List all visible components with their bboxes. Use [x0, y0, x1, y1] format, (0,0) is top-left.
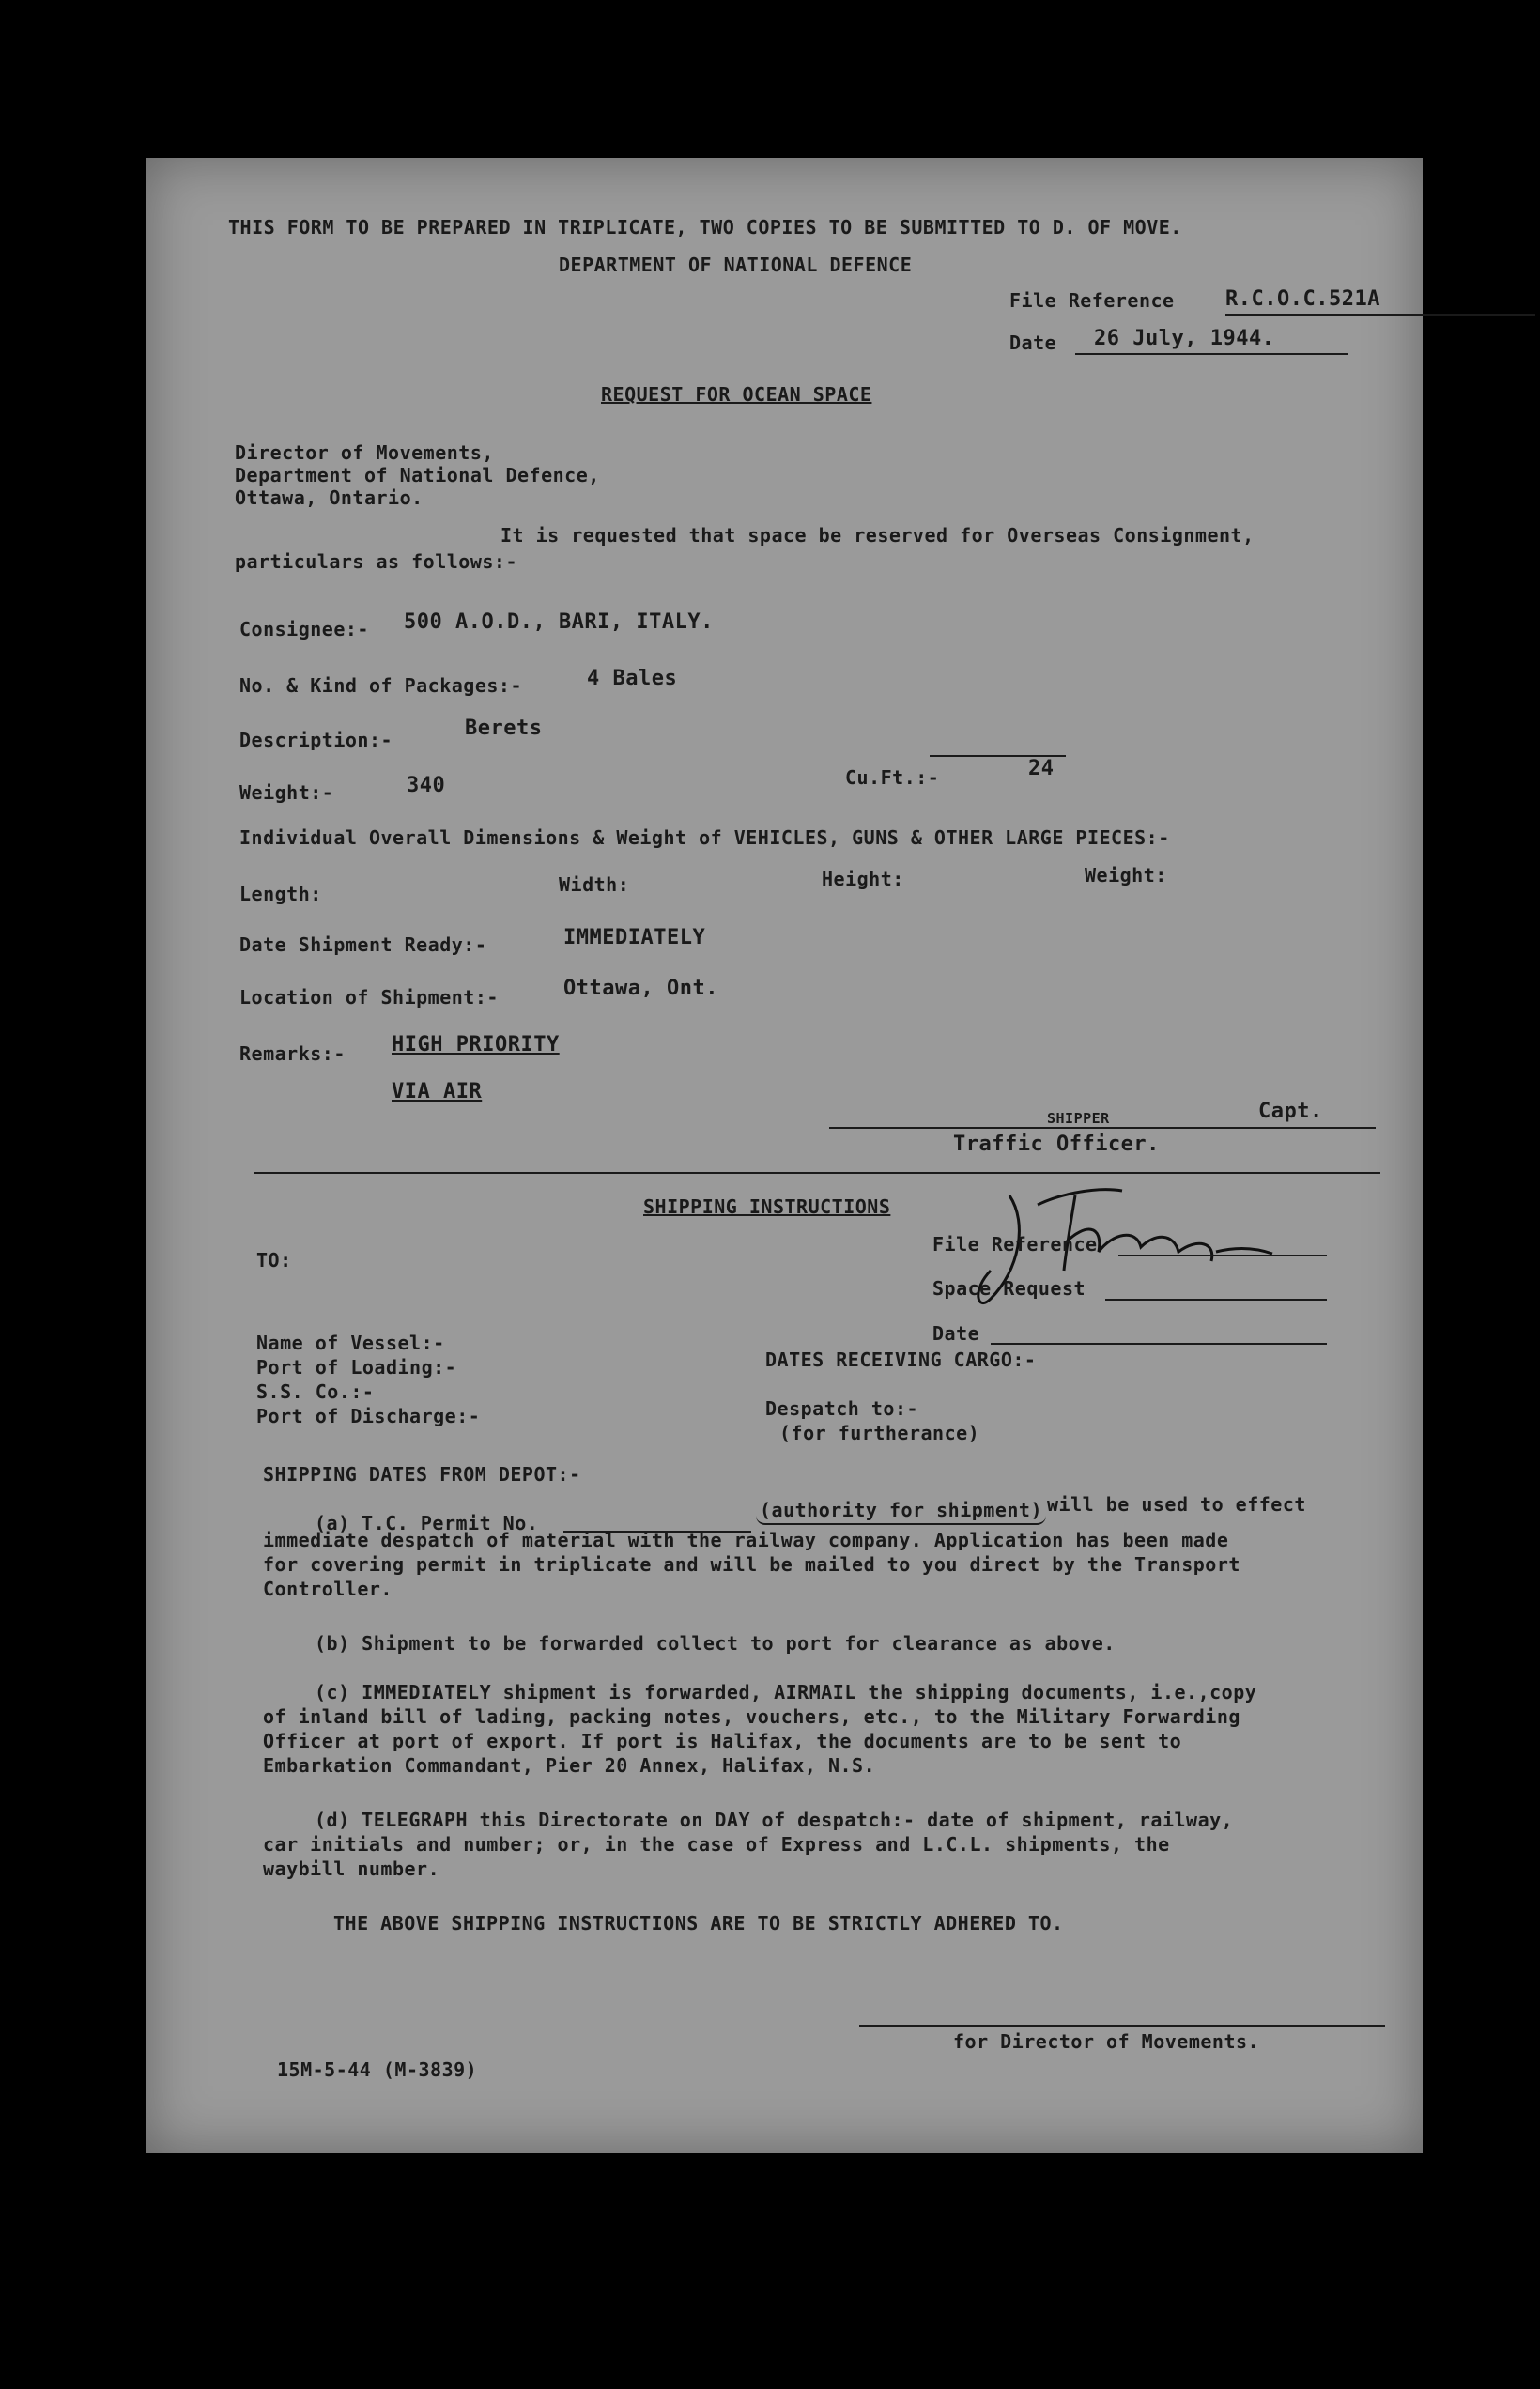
- para-d-line-2: car initials and number; or, in the case of Express and L.C.L. shipments, the: [263, 1833, 1170, 1856]
- to-label: TO:: [256, 1249, 292, 1272]
- para-a-line-2: will be used to effect: [1047, 1493, 1306, 1516]
- consignee-label: Consignee:-: [239, 618, 369, 640]
- ss-label: S.S. Co.:-: [256, 1380, 375, 1403]
- intro-line-1: It is requested that space be reserved for Overseas Consignment,: [500, 524, 1255, 547]
- height-label: Height:: [822, 868, 904, 890]
- receiving-label: DATES RECEIVING CARGO:-: [765, 1349, 1037, 1371]
- ready-value: IMMEDIATELY: [563, 926, 706, 949]
- form-instruction: THIS FORM TO BE PREPARED IN TRIPLICATE, TWO COPIES TO BE SUBMITTED TO D. OF MOVE.: [228, 216, 1182, 239]
- para-c-line-1: (c) IMMEDIATELY shipment is forwarded, AIRMAIL the shipping documents, i.e.,copy: [315, 1681, 1257, 1703]
- cuft-value: 24: [1028, 757, 1055, 780]
- form-title: REQUEST FOR OCEAN SPACE: [601, 383, 872, 406]
- ready-label: Date Shipment Ready:-: [239, 933, 487, 956]
- cuft-label: Cu.Ft.:-: [845, 766, 940, 789]
- shipping-title: SHIPPING INSTRUCTIONS: [643, 1195, 891, 1218]
- date-line: [1075, 353, 1348, 355]
- weight-value: 340: [407, 774, 446, 797]
- document-sheet: [146, 158, 1423, 2153]
- para-c-line-3: Officer at port of export. If port is Halifax, the documents are to be sent to: [263, 1730, 1182, 1752]
- length-label: Length:: [239, 883, 322, 905]
- remarks-label: Remarks:-: [239, 1042, 346, 1065]
- addressee-line-2: Department of National Defence,: [235, 464, 600, 486]
- addressee-line-1: Director of Movements,: [235, 441, 494, 464]
- para-d-line-3: waybill number.: [263, 1857, 440, 1880]
- width-label: Width:: [559, 873, 630, 896]
- weight2-label: Weight:: [1085, 864, 1167, 886]
- closing-instruction: THE ABOVE SHIPPING INSTRUCTIONS ARE TO BE STRICTLY ADHERED TO.: [333, 1912, 1064, 1934]
- file-reference-label: File Reference: [1009, 289, 1175, 312]
- ship-file-reference-line: [1118, 1255, 1327, 1256]
- remarks-value-1: HIGH PRIORITY: [392, 1033, 560, 1056]
- para-c-line-2: of inland bill of lading, packing notes, vouchers, etc., to the Military Forwarding: [263, 1705, 1240, 1728]
- form-number: 15M-5-44 (M-3839): [277, 2058, 478, 2081]
- addressee-line-3: Ottawa, Ontario.: [235, 486, 424, 509]
- ship-date-line: [991, 1343, 1327, 1345]
- section-divider: [254, 1172, 1380, 1174]
- file-reference-line: [1225, 314, 1535, 316]
- shipper-label: SHIPPER: [1047, 1110, 1110, 1127]
- para-a-line-3: immediate despatch of material with the railway company. Application has been made: [263, 1529, 1229, 1551]
- packages-value: 4 Bales: [587, 667, 678, 690]
- file-reference-value: R.C.O.C.521A: [1225, 287, 1380, 311]
- para-a-line-5: Controller.: [263, 1578, 393, 1600]
- para-c-line-4: Embarkation Commandant, Pier 20 Annex, Halifax, N.S.: [263, 1754, 876, 1777]
- space-request-line: [1105, 1299, 1327, 1301]
- intro-line-2: particulars as follows:-: [235, 550, 517, 573]
- date-value: 26 July, 1944.: [1094, 327, 1275, 350]
- dates-from-depot: SHIPPING DATES FROM DEPOT:-: [263, 1463, 581, 1486]
- packages-label: No. & Kind of Packages:-: [239, 674, 522, 697]
- location-value: Ottawa, Ont.: [563, 977, 718, 1000]
- loading-label: Port of Loading:-: [256, 1356, 457, 1379]
- officer-title: Traffic Officer.: [953, 1133, 1160, 1156]
- para-b: (b) Shipment to be forwarded collect to port for clearance as above.: [315, 1632, 1116, 1655]
- para-a-line-1: (a) T.C. Permit No.: [315, 1512, 539, 1534]
- weight-label: Weight:-: [239, 781, 334, 804]
- furtherance-label: (for furtherance): [779, 1422, 980, 1444]
- cuft-line: [930, 755, 1066, 757]
- for-director: for Director of Movements.: [953, 2030, 1260, 2053]
- description-label: Description:-: [239, 729, 393, 751]
- signature-rank: Capt.: [1258, 1100, 1323, 1123]
- location-label: Location of Shipment:-: [239, 986, 499, 1009]
- despatch-label: Despatch to:-: [765, 1397, 919, 1420]
- date-label: Date: [1009, 331, 1057, 354]
- vessel-label: Name of Vessel:-: [256, 1332, 445, 1354]
- department-heading: DEPARTMENT OF NATIONAL DEFENCE: [559, 254, 913, 276]
- discharge-label: Port of Discharge:-: [256, 1405, 481, 1427]
- signature-line: [829, 1127, 1376, 1129]
- director-signature-line: [859, 2025, 1385, 2027]
- dimensions-label: Individual Overall Dimensions & Weight of VEHICLES, GUNS & OTHER LARGE PIECES:-: [239, 826, 1170, 849]
- ship-date-label: Date: [932, 1322, 980, 1345]
- para-a-authority: (authority for shipment): [756, 1497, 1046, 1525]
- space-request-label: Space Request: [932, 1277, 1086, 1300]
- para-d-line-1: (d) TELEGRAPH this Directorate on DAY of despatch:- date of shipment, railway,: [315, 1809, 1234, 1831]
- remarks-value-2: VIA AIR: [392, 1080, 483, 1103]
- ship-file-reference-label: File Reference: [932, 1233, 1098, 1256]
- consignee-value: 500 A.O.D., BARI, ITALY.: [404, 610, 714, 634]
- para-a-line-4: for covering permit in triplicate and will be mailed to you direct by the Transport: [263, 1553, 1240, 1576]
- description-value: Berets: [465, 717, 543, 740]
